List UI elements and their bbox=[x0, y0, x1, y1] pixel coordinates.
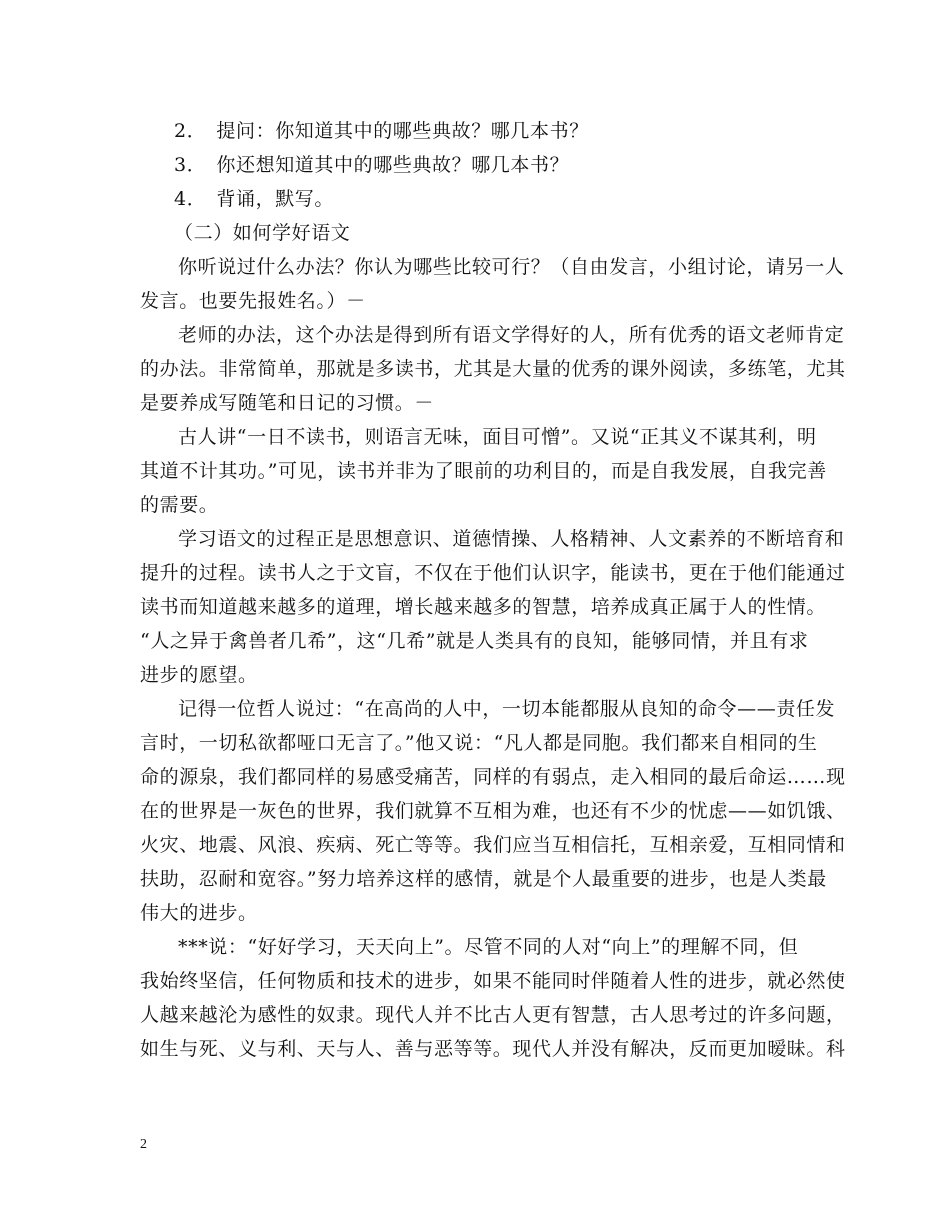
paragraph-line: 其道不计其功。”可见，读书并非为了眼前的功利目的，而是自我发展，自我完善 bbox=[140, 460, 827, 482]
paragraph-line: 进步的愿望。 bbox=[140, 664, 258, 686]
paragraph bbox=[140, 420, 827, 522]
paragraph bbox=[140, 692, 846, 930]
list-item: 4． 背诵，默写。 bbox=[174, 188, 334, 210]
paragraph-line: 伟大的进步。 bbox=[140, 902, 258, 924]
paragraph-line: 我始终坚信，任何物质和技术的进步，如果不能同时伴随着人性的进步，就必然使 bbox=[140, 970, 846, 992]
paragraph-line: 发言。也要先报姓名。）－ bbox=[140, 290, 366, 312]
paragraph-line: 古人讲“一日不读书，则语言无味，面目可憎”。又说“正其义不谋其利，明 bbox=[178, 426, 817, 448]
paragraph-line: 的办法。非常简单，那就是多读书，尤其是大量的优秀的课外阅读，多练笔，尤其 bbox=[140, 358, 846, 380]
section-heading: （二）如何学好语文 bbox=[174, 222, 351, 244]
paragraph-line: 的需要。 bbox=[140, 494, 219, 516]
paragraph-line: 命的源泉，我们都同样的易感受痛苦，同样的有弱点，走入相同的最后命运……现 bbox=[140, 766, 846, 788]
paragraph-line: 火灾、地震、风浪、疾病、死亡等等。我们应当互相信托，互相亲爱，互相同情和 bbox=[140, 834, 846, 856]
paragraph-line: 言时，一切私欲都哑口无言了。”他又说：“凡人都是同胞。我们都来自相同的生 bbox=[140, 732, 818, 754]
paragraph-line: 你听说过什么办法？你认为哪些比较可行？（自由发言，小组讨论，请另一人 bbox=[178, 256, 845, 278]
paragraph-line: 记得一位哲人说过：“在高尚的人中，一切本能都服从良知的命令——责任发 bbox=[178, 698, 836, 720]
paragraph bbox=[140, 250, 845, 318]
paragraph-line: 扶助，忍耐和宽容。”努力培养这样的感情，就是个人最重要的进步，也是人类最 bbox=[140, 868, 827, 890]
paragraph-line: 提升的过程。读书人之于文盲，不仅在于他们认识字，能读书，更在于他们能通过 bbox=[140, 562, 846, 584]
list-item: 2． 提问：你知道其中的哪些典故？哪几本书？ bbox=[174, 120, 589, 142]
paragraph bbox=[140, 522, 846, 692]
paragraph-line: 是要养成写随笔和日记的习惯。－ bbox=[140, 392, 435, 414]
list-item: 3． 你还想知道其中的哪些典故？哪几本书？ bbox=[174, 154, 570, 176]
paragraph-line: 老师的办法，这个办法是得到所有语文学得好的人，所有优秀的语文老师肯定 bbox=[178, 324, 845, 346]
paragraph-line: ***说：“好好学习，天天向上”。尽管不同的人对“向上”的理解不同，但 bbox=[178, 936, 799, 958]
page-number: 2 bbox=[140, 1137, 147, 1152]
paragraph bbox=[140, 930, 846, 1066]
document-body bbox=[140, 114, 846, 1066]
paragraph bbox=[140, 318, 846, 420]
paragraph-line: 如生与死、义与利、天与人、善与恶等等。现代人并没有解决，反而更加暧昧。科 bbox=[140, 1038, 846, 1060]
paragraph-line: 读书而知道越来越多的道理，增长越来越多的智慧，培养成真正属于人的性情。 bbox=[140, 596, 827, 618]
paragraph-line: “人之异于禽兽者几希”，这“几希”就是人类具有的良知，能够同情，并且有求 bbox=[140, 630, 809, 652]
paragraph-line: 人越来越沦为感性的奴隶。现代人并不比古人更有智慧，古人思考过的许多问题， bbox=[140, 1004, 846, 1026]
paragraph-line: 在的世界是一灰色的世界，我们就算不互相为难，也还有不少的忧虑——如饥饿、 bbox=[140, 800, 846, 822]
paragraph-line: 学习语文的过程正是思想意识、道德情操、人格精神、人文素养的不断培育和 bbox=[178, 528, 845, 550]
